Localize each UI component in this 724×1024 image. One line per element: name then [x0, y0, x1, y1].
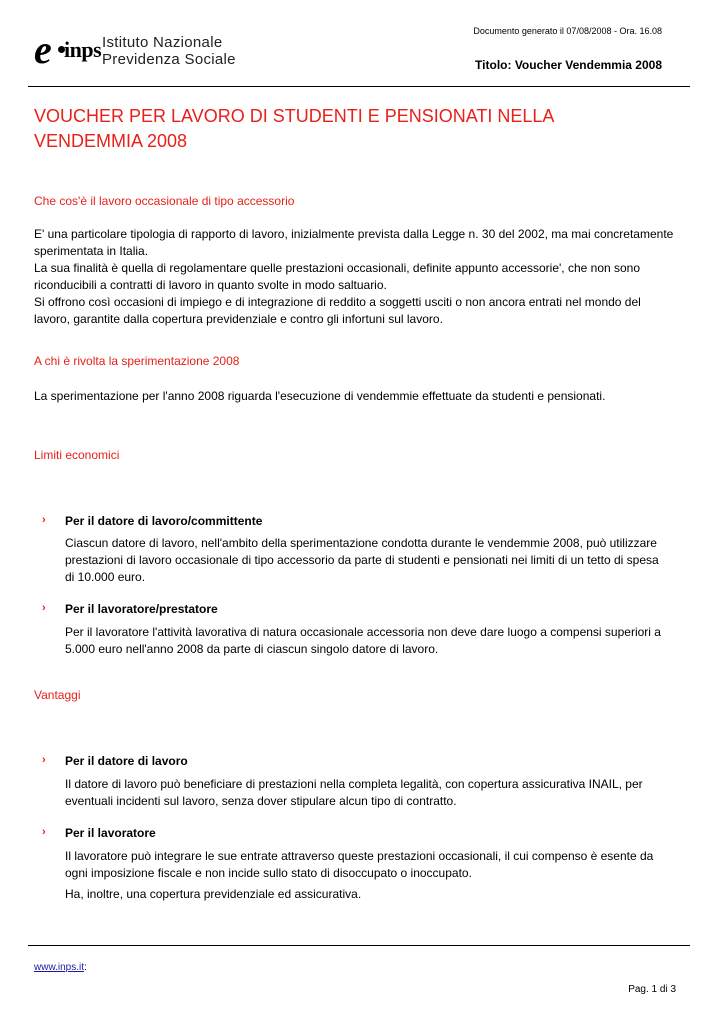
logo-mark: e	[34, 27, 50, 72]
chevron-right-icon: ›	[42, 826, 46, 838]
list-item-title: Per il lavoratore	[65, 826, 156, 840]
chevron-right-icon: ›	[42, 514, 46, 526]
section-heading-what: Che cos'è il lavoro occasionale di tipo accessorio	[34, 194, 295, 208]
chevron-right-icon: ›	[42, 602, 46, 614]
section-heading-advantages: Vantaggi	[34, 688, 81, 702]
list-item-text: Ha, inoltre, una copertura previdenziale ed assicurativa.	[65, 887, 362, 901]
header-divider	[28, 86, 690, 87]
list-item-text: Il datore di lavoro può beneficiare di prestazioni nella completa legalità, con copertura assicurativa INAIL, per eventuali incidenti sul lavoro, senza dover stipulare alcun tipo di contratto.	[65, 777, 643, 808]
list-item-title: Per il datore di lavoro/committente	[65, 514, 263, 528]
paragraph: E' una particolare tipologia di rapporto di lavoro, inizialmente prevista dalla Legge n. 30 del 2002, ma mai concretamente sperimentata in Italia.	[34, 227, 674, 258]
document-title: Titolo: Voucher Vendemmia 2008	[475, 58, 662, 72]
inps-logo	[34, 27, 274, 74]
paragraph: Si offrono così occasioni di impiego e di integrazione di reddito a soggetti usciti o non ancora entrati nel mondo del lavoro, garantite dalla copertura previdenziale e contro gli infortuni sul lavoro.	[34, 295, 641, 326]
logo-brand: inps	[64, 37, 102, 62]
list-item-text: Ciascun datore di lavoro, nell'ambito della sperimentazione condotta durante le vendemmie 2008, può utilizzare prestazioni di lavoro occasionale di tipo accessorio da parte di studenti e pensionati nei limiti di un tetto di spesa di 10.000 euro.	[65, 536, 659, 584]
generated-date: Documento generato il 07/08/2008 - Ora. 16.08	[473, 26, 662, 36]
list-item-title: Per il lavoratore/prestatore	[65, 602, 218, 616]
section-heading-who: A chi è rivolta la sperimentazione 2008	[34, 354, 240, 368]
paragraph: La sua finalità è quella di regolamentare quelle prestazioni occasionali, definite appunto accessorie', che non sono riconducibili a contratti di lavoro in quanto svolte in modo saltuario.	[34, 261, 641, 292]
list-item-title: Per il datore di lavoro	[65, 754, 188, 768]
footer-link-row	[34, 962, 87, 973]
footer-divider	[28, 945, 690, 946]
chevron-right-icon: ›	[42, 754, 46, 766]
footer-link-suffix: :	[84, 962, 87, 973]
list-item-text: Per il lavoratore l'attività lavorativa di natura occasionale accessoria non deve dare luogo a compensi superiori a 5.000 euro nell'anno 2008 da parte di ciascun singolo datore di lavoro.	[65, 625, 661, 656]
section-who-body: La sperimentazione per l'anno 2008 riguarda l'esecuzione di vendemmie effettuate da studenti e pensionati.	[34, 389, 606, 403]
section-what-body	[34, 226, 674, 328]
logo-text	[102, 34, 236, 68]
page-number: Pag. 1 di 3	[628, 984, 676, 995]
list-item-text: Il lavoratore può integrare le sue entrate attraverso queste prestazioni occasionali, il cui compenso è esente da ogni imposizione fiscale e non incide sullo stato di disoccupato o inoccupato.	[65, 849, 654, 880]
inps-website-link[interactable]: www.inps.it	[34, 962, 85, 973]
logo-line-2: Previdenza Sociale	[102, 51, 236, 68]
page-title: VOUCHER PER LAVORO DI STUDENTI E PENSIONATI NELLA VENDEMMIA 2008	[34, 106, 554, 151]
logo-line-1: Istituto Nazionale	[102, 34, 223, 51]
section-heading-limits: Limiti economici	[34, 448, 120, 462]
